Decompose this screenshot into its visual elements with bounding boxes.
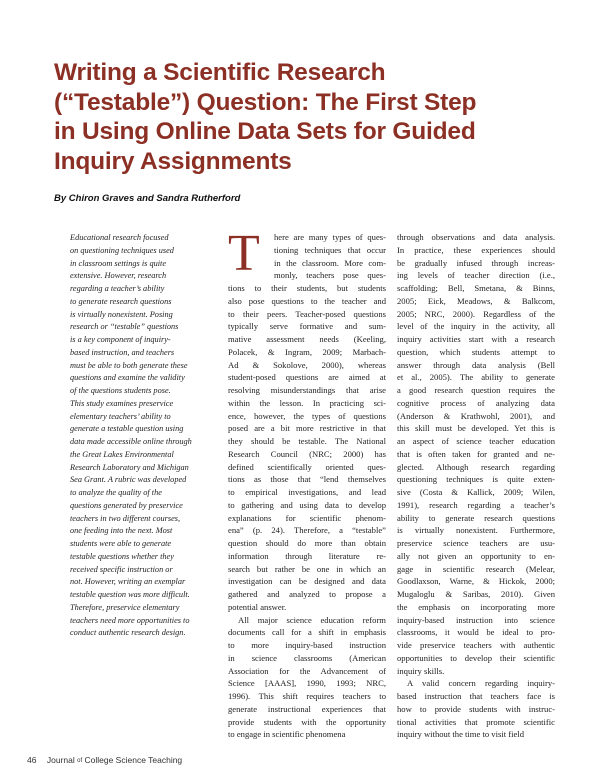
body-line: question should do more than obtain	[228, 538, 386, 548]
abstract-line: teachers in two different courses,	[70, 513, 181, 523]
abstract-line: This study examines preservice	[70, 398, 174, 408]
body-line: mative assessment needs (Keeling,	[228, 334, 386, 344]
body-line: et al., 2005). The ability to generate	[397, 372, 555, 383]
body-line: in the classroom. More com-	[274, 257, 386, 268]
body-line: potential answer.	[228, 601, 287, 612]
body-line: based instruction that teachers face is	[397, 691, 555, 701]
body-line: resolving misunderstandings that arise	[228, 385, 386, 395]
body-line: in science classrooms (American	[228, 652, 386, 663]
body-line: tions as those that “lend themselves	[228, 474, 386, 485]
abstract-line: based instruction, and teachers	[70, 347, 175, 357]
body-line: a good research question requires the	[397, 385, 555, 395]
body-line: inquiry-based instruction into science	[397, 614, 555, 625]
abstract-line: research or “testable” questions	[70, 322, 179, 332]
body-line: questioning techniques is quite exten-	[397, 474, 555, 485]
body-line: In practice, these experiences should	[397, 244, 555, 255]
body-line: student-posed questions are aimed at	[228, 372, 386, 383]
body-line: opportunities to develop their scientific	[397, 652, 555, 663]
body-line: to empirical investigations, and lead	[228, 487, 386, 497]
body-line: monly, teachers pose ques-	[274, 270, 386, 281]
body-line: question, which students attempt to	[397, 346, 555, 357]
abstract-line: on questioning techniques used	[70, 245, 174, 255]
body-line: information through literature re-	[228, 550, 386, 561]
body-line: explanations for scientific phenom-	[228, 512, 386, 523]
abstract-line: one feeding into the next. Most	[70, 526, 173, 536]
body-line: 2005; Eick, Meadows, & Balkcom,	[397, 295, 555, 306]
abstract-line: data made accessible online through	[70, 437, 192, 446]
body-line: Science [AAAS], 1990, 1993; NRC,	[228, 678, 386, 689]
body-column-3	[397, 231, 555, 741]
body-line: Ad & Sokolove, 2000), whereas	[228, 359, 386, 370]
title-line: Writing a Scientific Research	[54, 59, 386, 86]
body-line: Mugaloglu & Saribas, 2010). Given	[397, 589, 555, 599]
body-line: to more inquiry-based instruction	[228, 640, 386, 650]
body-line: generate instructional experiences that	[228, 703, 386, 714]
journal-name-suffix: College Science Teaching	[84, 755, 183, 765]
abstract-line: extensive. However, research	[70, 271, 167, 281]
body-line: they should be testable. The National	[228, 436, 386, 446]
body-line: (Anderson & Krathwohl, 2001), and	[397, 410, 555, 421]
body-line: level of the inquiry in the activity, all	[397, 321, 555, 332]
body-line: here are many types of ques-	[274, 232, 386, 242]
body-line: 2005; NRC, 2000). Regardless of the	[397, 308, 555, 319]
article-title	[54, 58, 574, 176]
body-line: gathered and analyzed to propose a	[228, 589, 386, 599]
body-line: 1996). This shift requires teachers to	[228, 691, 386, 701]
abstract-line: testable questions whether they	[70, 551, 174, 561]
body-line: inquiry activities start with a research	[397, 334, 555, 344]
abstract-line: must be able to both generate these	[70, 360, 188, 370]
abstract-line: Sea Grant. A rubric was developed	[70, 475, 187, 485]
body-line: sive (Costa & Kallick, 2009; Wilen,	[397, 487, 555, 497]
body-line: cognitive process of analyzing data	[397, 397, 555, 408]
body-line: ally not given an opportunity to en-	[397, 550, 555, 561]
body-line: within the lesson. In practicing sci-	[228, 397, 386, 408]
body-line: provide students with the opportunity	[228, 716, 386, 727]
abstract-line: received specific instruction or	[70, 564, 173, 574]
body-line: vide preservice teachers with authentic	[397, 640, 555, 650]
title-line: in Using Online Data Sets for Guided	[54, 118, 476, 145]
abstract-line: of the questions students pose.	[70, 386, 171, 395]
body-line: the emphasis on incorporating more	[397, 601, 555, 612]
abstract-line: testable question was more difficult.	[70, 590, 190, 599]
body-line: also pose questions to the teacher and	[228, 295, 386, 306]
body-line: Polacek, & Ingram, 2009; Marbach-	[228, 346, 386, 357]
body-line: scaffolding; Bell, Smetana, & Binns,	[397, 283, 555, 293]
body-line: search but rather be one in which an	[228, 563, 386, 574]
body-line: glected. Although research regarding	[397, 461, 555, 472]
title-line: Inquiry Assignments	[54, 147, 292, 175]
body-line: to engage in scientific phenomena	[228, 729, 346, 740]
abstract-line: is a key component of inquiry-	[70, 335, 171, 344]
body-line: inquiry skills.	[397, 665, 445, 676]
journal-name-of: of	[77, 758, 83, 764]
body-line: ing levels of teacher direction (i.e.,	[397, 270, 555, 281]
body-line: that is often taken for granted and ne-	[397, 448, 555, 459]
page-footer	[27, 755, 182, 765]
abstract-line: students were able to generate	[70, 539, 172, 548]
body-line: typically serve formative and sum-	[228, 321, 386, 332]
body-line: tioning techniques that occur	[274, 244, 386, 255]
journal-name-prefix: Journal	[46, 755, 75, 765]
body-line: ena” (p. 24). Therefore, a “testable”	[228, 525, 386, 536]
abstract-line: in classroom settings is quite	[70, 258, 167, 268]
abstract-line: is virtually nonexistent. Posing	[70, 309, 173, 319]
body-line: ence, however, the types of questions	[228, 410, 386, 421]
body-line: 1991), research regarding a teacher’s	[397, 499, 555, 510]
body-line: Goodlaxson, Warne, & Hickok, 2000;	[397, 576, 555, 587]
body-line: preservice science teachers are usu-	[397, 538, 555, 548]
body-column-2	[228, 225, 386, 741]
abstract-line: regarding a teacher’s ability	[70, 284, 165, 293]
body-line: documents call for a shift in emphasis	[228, 627, 386, 638]
body-line: Association for the Advancement of	[228, 665, 386, 676]
body-line: Research Council (NRC; 2000) has	[228, 448, 386, 459]
body-line: tional activities that promote scientific	[397, 716, 555, 727]
abstract-line: questions generated by preservice	[70, 500, 183, 510]
body-line: A valid concern regarding inquiry-	[407, 678, 555, 689]
body-line: gage in scientific research (Melear,	[397, 563, 555, 574]
abstract-line: Research Laboratory and Michigan	[70, 462, 189, 472]
abstract-line: conduct authentic research design.	[70, 628, 186, 638]
body-line: investigation can be designed and data	[228, 576, 386, 587]
body-line: is virtually nonexistent. Furthermore,	[397, 525, 555, 536]
body-line: to gathering and using data to develop	[228, 499, 386, 510]
body-line: to their peers. Teacher-posed questions	[228, 308, 386, 319]
abstract-line: generate a testable question using	[70, 424, 184, 434]
abstract-line: Educational research focused	[70, 233, 169, 242]
body-line: be gradually infused through increas-	[397, 257, 555, 268]
abstract-line: to generate research questions	[70, 296, 172, 306]
body-line: through observations and data analysis.	[397, 232, 555, 242]
drop-cap: T	[228, 225, 260, 282]
body-line: an aspect of science teacher education	[397, 436, 555, 446]
abstract-line: to analyze the quality of the	[70, 488, 162, 497]
body-line: tions to their students, but students	[228, 283, 386, 293]
title-line: (“Testable”) Question: The First Step	[54, 88, 477, 116]
abstract-line: questions and examine the validity	[70, 373, 185, 383]
byline: By Chiron Graves and Sandra Rutherford	[54, 193, 241, 204]
abstract-line: teachers need more opportunities to	[70, 615, 190, 625]
body-line: defined scientifically oriented ques-	[228, 461, 386, 472]
body-line: ability to generate research questions	[397, 512, 555, 523]
body-line: answer through data analysis (Bell	[397, 359, 555, 370]
body-line: this skill must be developed. Yet this is	[397, 423, 555, 434]
abstract-line: not. However, writing an exemplar	[70, 577, 186, 587]
body-line: how to provide students with instruc-	[397, 703, 555, 714]
abstract-line: elementary teachers’ ability to	[70, 411, 171, 421]
abstract-line: the Great Lakes Environmental	[70, 449, 174, 459]
body-line: inquiry without the time to visit field	[397, 729, 524, 740]
body-line: classrooms, it would be ideal to pro-	[397, 627, 555, 638]
body-line: All major science education reform	[238, 614, 386, 625]
abstract	[70, 232, 230, 640]
abstract-line: Therefore, preservice elementary	[70, 602, 180, 612]
page-number: 46	[27, 755, 37, 765]
body-line: posed are a bit more restrictive in that	[228, 423, 386, 434]
